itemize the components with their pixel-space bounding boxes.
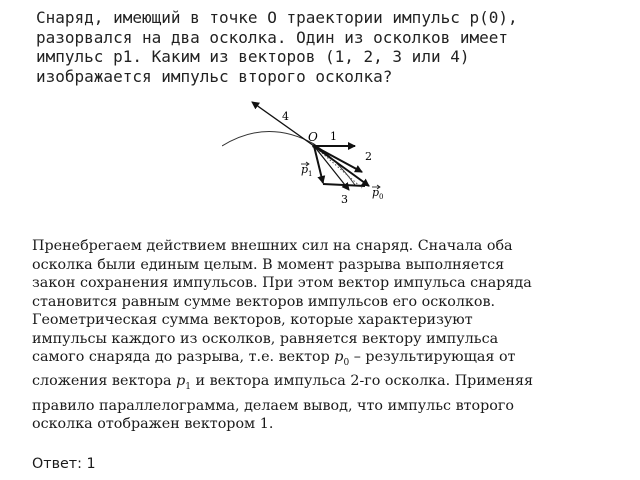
- text-segment: сложения вектора: [32, 373, 177, 390]
- solution-line: Пренебрегаем действием внешних сил на снаряд. Сначала оба: [32, 238, 513, 254]
- math-variable: p: [176, 373, 186, 390]
- solution-line: правило параллелограмма, делаем вывод, что импульс второго: [32, 397, 514, 414]
- question-line: изображается импульс второго осколка?: [36, 66, 393, 86]
- solution-line: осколка были единым целым. В момент разрыва выполняется: [32, 256, 505, 273]
- solution-line: [32, 348, 607, 372]
- solution-line: осколка отображен вектором 1.: [32, 416, 274, 433]
- svg-text:0: 0: [379, 193, 384, 201]
- question-text: [36, 8, 626, 86]
- point-o: [312, 144, 316, 148]
- p1-label: [301, 162, 312, 178]
- vector-4-label: 4: [282, 110, 289, 123]
- solution-line: импульсы каждого из осколков, равняется вектору импульса: [32, 330, 499, 347]
- solution-line: [32, 372, 607, 396]
- svg-text:p: p: [301, 163, 309, 176]
- vector-4: [252, 102, 314, 146]
- svg-text:p: p: [372, 186, 380, 199]
- text-segment: – результирующая от: [349, 349, 516, 365]
- vector-1-label: 1: [330, 130, 337, 143]
- vector-2-label: 2: [365, 150, 372, 163]
- svg-text:1: 1: [308, 170, 313, 178]
- answer-text: Ответ: 1: [32, 456, 96, 472]
- solution-line: закон сохранения импульсов. При этом вектор импульса снаряда: [32, 275, 532, 291]
- vector-diagram: [222, 100, 422, 218]
- text-segment: и вектора импульса 2-го осколка. Применяя: [191, 373, 534, 390]
- question-line: разорвался на два осколка. Один из осколков имеет: [36, 27, 509, 47]
- math-subscript: 0: [343, 357, 350, 368]
- question-line: Снаряд, имеющий в точке О траектории импульс p(0),: [36, 8, 518, 27]
- solution-line: Геометрическая сумма векторов, которые характеризуют: [32, 312, 473, 328]
- vector-2: [314, 146, 362, 172]
- question-line: импульс p1. Каким из векторов (1, 2, 3 или 4): [36, 47, 470, 66]
- solution-text: [32, 237, 607, 434]
- math-subscript: 1: [185, 382, 192, 393]
- solution-line: становится равным сумме векторов импульсов его осколков.: [32, 293, 496, 310]
- point-o-label: O: [308, 130, 318, 144]
- p0-label: [372, 185, 383, 201]
- vector-3-label: 3: [341, 193, 348, 206]
- math-variable: p: [334, 349, 344, 365]
- text-segment: самого снаряда до разрыва, т.е. вектор: [32, 349, 335, 365]
